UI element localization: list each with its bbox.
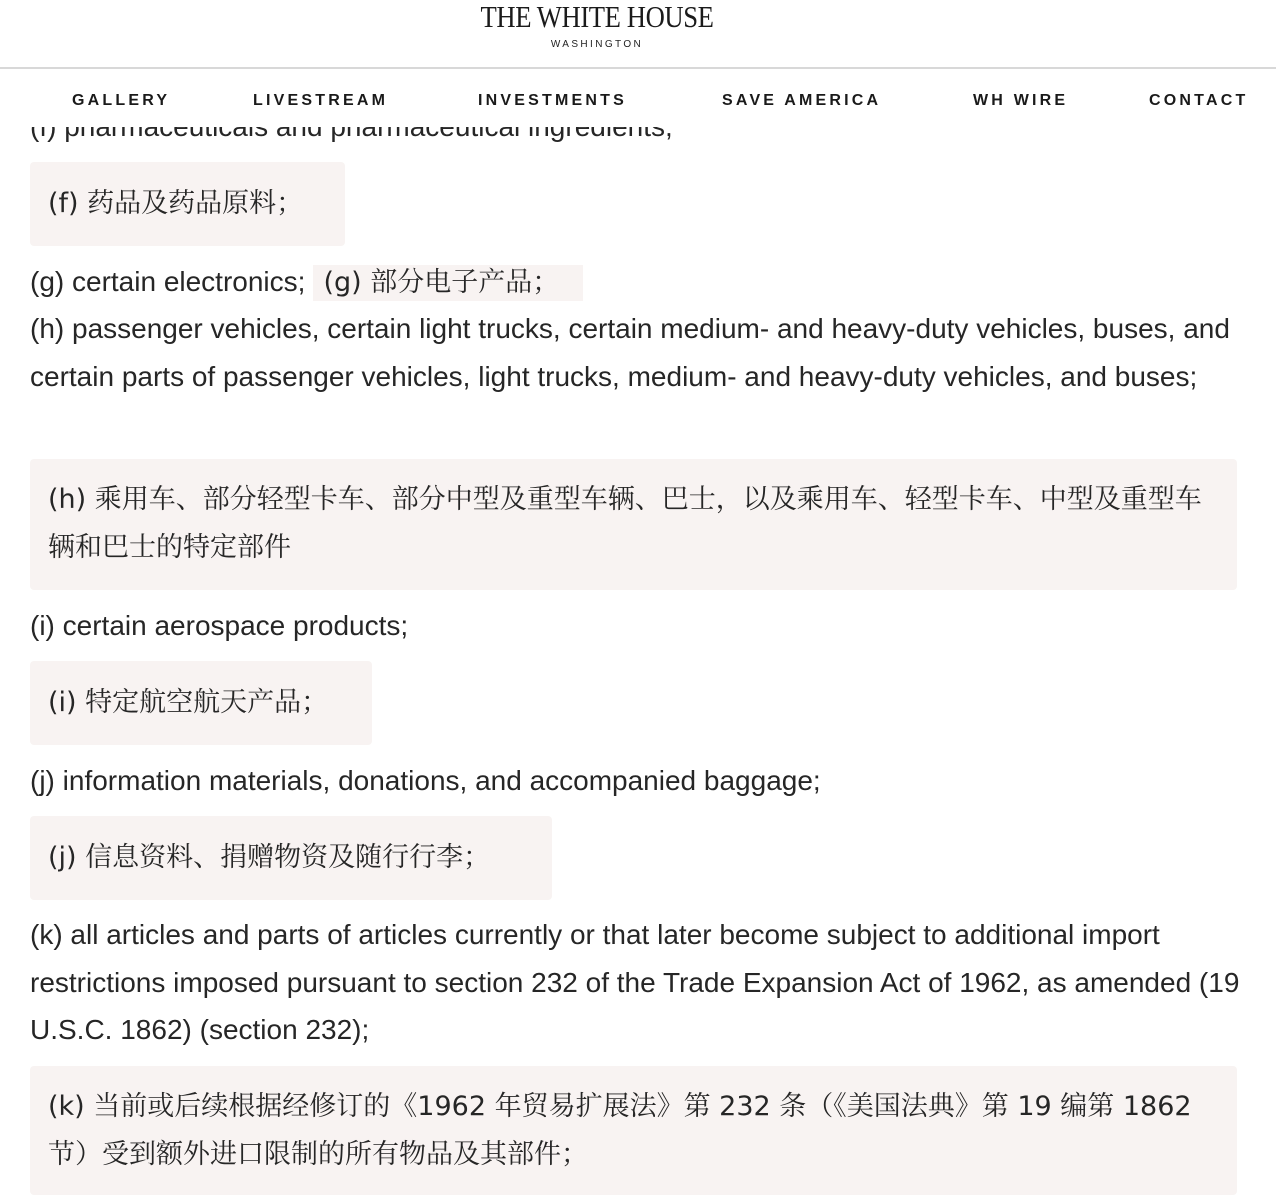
- main-nav: [0, 69, 1276, 127]
- nav-gallery[interactable]: GALLERY: [72, 92, 171, 109]
- translation-j: [30, 816, 552, 900]
- translation-i-text: (i) 特定航空航天产品；: [48, 687, 329, 718]
- site-header: [0, 0, 1276, 69]
- paragraph-i-en: (i) certain aerospace products;: [30, 610, 409, 641]
- paragraph-k-en: (k) all articles and parts of articles currently or that later become subject to additional import restrictions imposed pursuant to section 232 of the Trade Expansion Act of 1962, as amended (19 U.S.C. 1862) (section 232);: [30, 919, 1240, 1045]
- translation-g-inline: (g) 部分电子产品；: [313, 265, 583, 301]
- nav-contact[interactable]: CONTACT: [1149, 92, 1249, 109]
- nav-investments[interactable]: INVESTMENTS: [478, 92, 627, 109]
- paragraph-h-en: (h) passenger vehicles, certain light trucks, certain medium- and heavy-duty vehicles, buses, and certain parts of passenger vehicles, light trucks, medium- and heavy-duty vehicles, and buses;: [30, 313, 1230, 392]
- logo-subtitle: WASHINGTON: [550, 39, 644, 50]
- paragraph-g-en: (g) certain electronics;: [30, 266, 306, 297]
- logo-title[interactable]: THE WHITE HOUSE: [480, 0, 714, 34]
- translation-i: [30, 661, 372, 745]
- translation-h-text: (h) 乘用车、部分轻型卡车、部分中型及重型车辆、巴士，以及乘用车、轻型卡车、中型及重型车辆和巴士的特定部件: [48, 484, 1202, 563]
- translation-h: [30, 459, 1237, 590]
- nav-livestream[interactable]: LIVESTREAM: [253, 92, 389, 109]
- translation-k: [30, 1066, 1237, 1195]
- translation-j-text: (j) 信息资料、捐赠物资及随行行李；: [48, 842, 491, 873]
- nav-wh-wire[interactable]: WH WIRE: [973, 92, 1069, 109]
- paragraph-g: [30, 258, 1245, 306]
- translation-f-text: (f) 药品及药品原料；: [48, 188, 304, 219]
- nav-save-america[interactable]: SAVE AMERICA: [722, 92, 882, 109]
- translation-f: [30, 162, 345, 246]
- paragraph-j-en: (j) information materials, donations, and accompanied baggage;: [30, 765, 821, 796]
- translation-k-text: (k) 当前或后续根据经修订的《1962 年贸易扩展法》第 232 条（《美国法典》第 19 编第 1862 节）受到额外进口限制的所有物品及其部件；: [48, 1091, 1192, 1170]
